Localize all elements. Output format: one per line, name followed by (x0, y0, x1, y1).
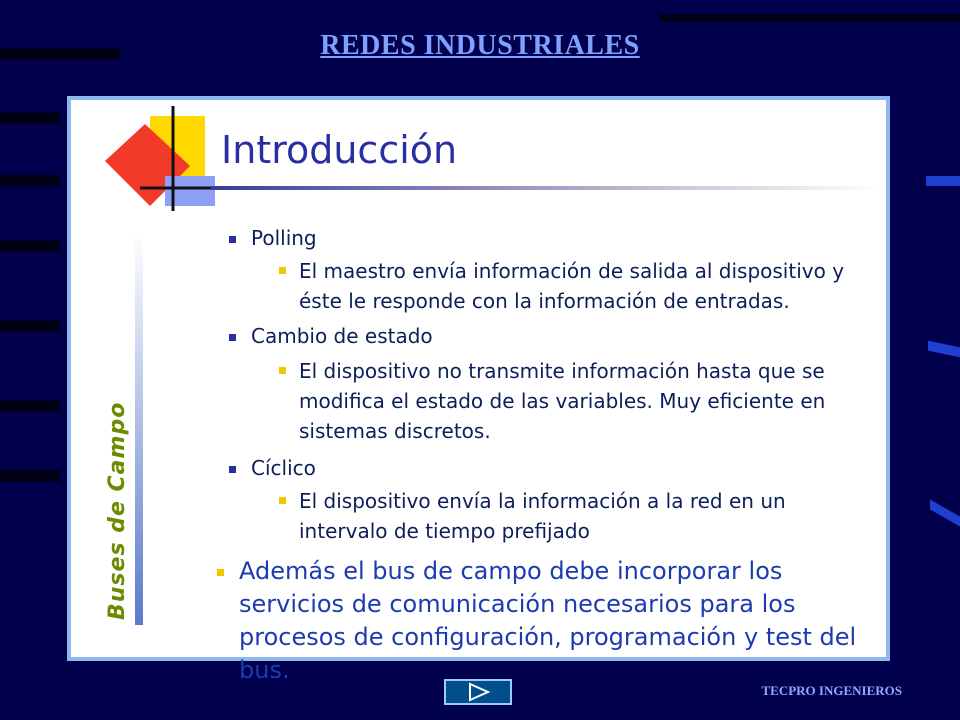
list-item-detail (299, 486, 859, 546)
heading-divider (211, 186, 881, 190)
list-item-label: Cambio de estado (251, 324, 433, 348)
logo-graphic (95, 106, 225, 216)
bullet-icon (229, 466, 236, 473)
list-item-label: Polling (251, 226, 317, 250)
slide-heading: Introducción (221, 128, 458, 172)
list-item (251, 324, 433, 348)
page-title: REDES INDUSTRIALES (320, 30, 640, 61)
summary-item (239, 555, 889, 687)
next-slide-button[interactable] (444, 679, 512, 705)
list-item-detail (299, 256, 859, 316)
list-item-detail (299, 356, 859, 446)
bullet-icon (229, 334, 236, 341)
side-bar-decoration (135, 230, 143, 625)
list-item-detail-text: El maestro envía información de salida al dispositivo y éste le responde con la información de entradas. (299, 259, 845, 313)
list-item-detail-text: El dispositivo envía la información a la red en un intervalo de tiempo prefijado (299, 489, 786, 543)
side-label: Buses de Campo (105, 401, 130, 620)
bullet-icon (229, 236, 236, 243)
bullet-icon (279, 497, 286, 504)
play-triangle-icon (446, 681, 510, 703)
bullet-icon (279, 267, 286, 274)
list-item (251, 456, 316, 480)
list-item-label: Cíclico (251, 456, 316, 480)
summary-text: Además el bus de campo debe incorporar los servicios de comunicación necesarios para los procesos de configuración, programación y test del bus. (239, 557, 857, 684)
footer-brand: TECPRO INGENIEROS (761, 683, 902, 698)
list-item-detail-text: El dispositivo no transmite información hasta que se modifica el estado de las variables. Muy eficiente en sistemas discretos. (299, 359, 826, 443)
slide-image (67, 96, 890, 684)
bullet-icon (217, 569, 224, 576)
bullet-icon (279, 367, 286, 374)
list-item (251, 226, 317, 250)
